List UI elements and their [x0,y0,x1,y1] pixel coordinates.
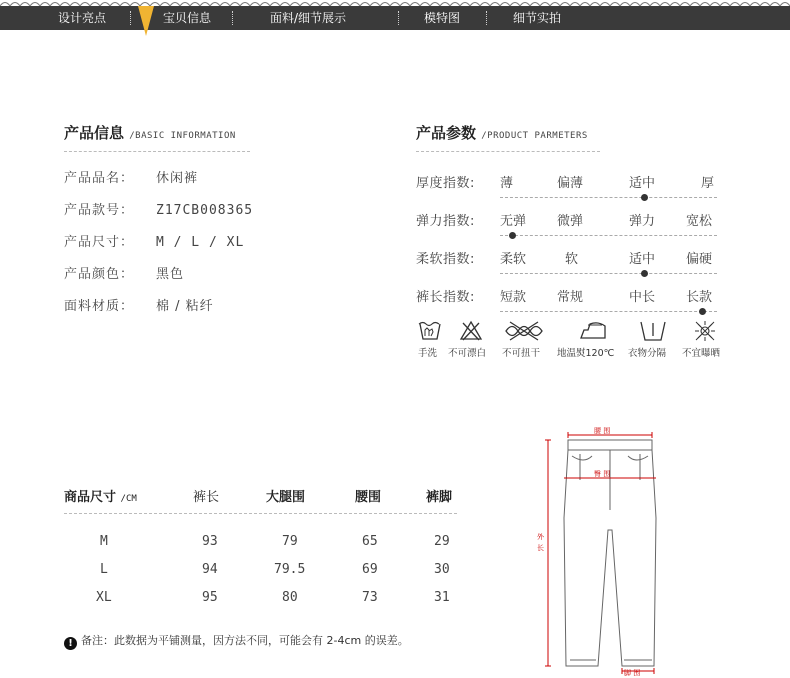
info-value: 黑色 [156,267,185,282]
size-note [64,632,409,650]
iron-low-temp-icon [578,318,608,342]
param-option: 宽松 [686,214,713,229]
info-value: M / L / XL [156,235,245,250]
param-selected-dot [641,270,648,277]
param-scale-line [500,311,717,312]
param-label-length: 裤长指数: [416,290,475,305]
param-selected-dot [641,194,648,201]
col-header: 大腿围 [266,490,306,505]
param-option: 长款 [686,290,713,305]
table-cell: 94 [202,562,218,577]
nav-divider [398,11,399,25]
info-label: 产品款号： [64,203,135,218]
nav-tab-model-photos[interactable]: 模特图 [424,11,461,25]
table-cell: 30 [434,562,450,577]
info-label: 产品品名： [64,171,135,186]
diagram-label-hip: 臀 围 [594,470,611,478]
param-option: 无弹 [500,214,527,229]
nav-tab-design-highlights[interactable]: 设计亮点 [58,11,107,25]
param-label-softness: 柔软指数: [416,252,475,267]
table-cell: 29 [434,534,450,549]
product-info-title [64,122,236,143]
size-label: L [100,562,108,577]
col-header: 裤长 [193,490,220,505]
table-cell: 79.5 [274,562,306,577]
nav-tab-fabric-details[interactable]: 面料/细节展示 [270,11,347,25]
care-label: 不宜曝晒 [682,348,721,359]
product-params-subtitle: /PRODUCT PARMETERS [481,131,588,141]
care-label: 不可扭干 [502,348,541,359]
info-label: 面料材质： [64,299,135,314]
param-option: 常规 [557,290,584,305]
size-table-title [64,486,137,505]
param-option: 薄 [500,176,514,191]
divider [64,513,457,514]
info-value: 棉 / 粘纤 [156,299,214,314]
table-cell: 95 [202,590,218,605]
diagram-label-waist: 腰 围 [594,427,611,435]
note-text: 备注：此数据为平铺测量，因方法不同，可能会有 2-4cm 的误差。 [81,634,409,647]
info-value: 休闲裤 [156,171,199,186]
no-sun-dry-icon [693,320,717,342]
diagram-label-hem: 脚 围 [624,669,641,677]
param-option: 偏硬 [686,252,713,267]
nav-tab-product-info[interactable]: 宝贝信息 [163,11,212,25]
col-header: 裤脚 [426,490,453,505]
size-table-title-text: 商品尺寸 [64,490,117,505]
info-row-name [64,167,198,186]
nav-divider [232,11,233,25]
info-label: 产品颜色： [64,267,135,282]
product-info-subtitle: /BASIC INFORMATION [129,131,236,141]
table-cell: 69 [362,562,378,577]
active-tab-marker [138,6,154,36]
dry-separately-icon [638,320,668,342]
no-wring-icon [504,320,544,342]
diagram-label-length: 外 长 [537,533,544,552]
param-selected-dot [699,308,706,315]
table-cell: 79 [282,534,298,549]
param-scale-line [500,235,717,236]
no-bleach-icon [459,320,483,342]
param-scale-line [500,197,717,198]
table-cell: 80 [282,590,298,605]
info-value: Z17CB008365 [156,203,254,218]
param-option: 适中 [629,252,656,267]
info-label: 产品尺寸： [64,235,135,250]
nav-divider [130,11,131,25]
param-option: 偏薄 [557,176,584,191]
hand-wash-icon [417,320,443,342]
nav-divider [486,11,487,25]
warning-icon: ! [64,637,77,650]
param-option: 适中 [629,176,656,191]
size-label: XL [96,590,112,605]
param-scale-line [500,273,717,274]
top-nav [0,6,790,30]
param-label-thickness: 厚度指数: [416,176,475,191]
size-table-unit: /CM [120,494,137,504]
table-cell: 65 [362,534,378,549]
product-info-title-text: 产品信息 [64,124,125,142]
table-cell: 31 [434,590,450,605]
param-option: 中长 [629,290,656,305]
info-row-style-no [64,199,253,218]
param-option: 软 [565,252,579,267]
param-option: 微弹 [557,214,584,229]
param-label-elasticity: 弹力指数: [416,214,475,229]
param-option: 弹力 [629,214,656,229]
info-row-material [64,295,214,314]
nav-tab-detail-shots[interactable]: 细节实拍 [513,11,562,25]
col-header: 腰围 [355,490,382,505]
param-option: 柔软 [500,252,527,267]
param-option: 厚 [701,176,715,191]
size-label: M [100,534,108,549]
product-params-title-text: 产品参数 [416,124,477,142]
pants-measurement-diagram [540,420,670,678]
param-selected-dot [509,232,516,239]
product-params-title [416,122,588,143]
param-option: 短款 [500,290,527,305]
info-row-size [64,231,244,250]
care-label: 衣物分隔 [628,348,667,359]
care-label: 手洗 [418,348,438,359]
table-cell: 93 [202,534,218,549]
divider [64,151,250,152]
info-row-color [64,263,184,282]
care-label: 地温熨120℃ [557,348,615,359]
table-cell: 73 [362,590,378,605]
divider [416,151,600,152]
care-label: 不可漂白 [448,348,487,359]
